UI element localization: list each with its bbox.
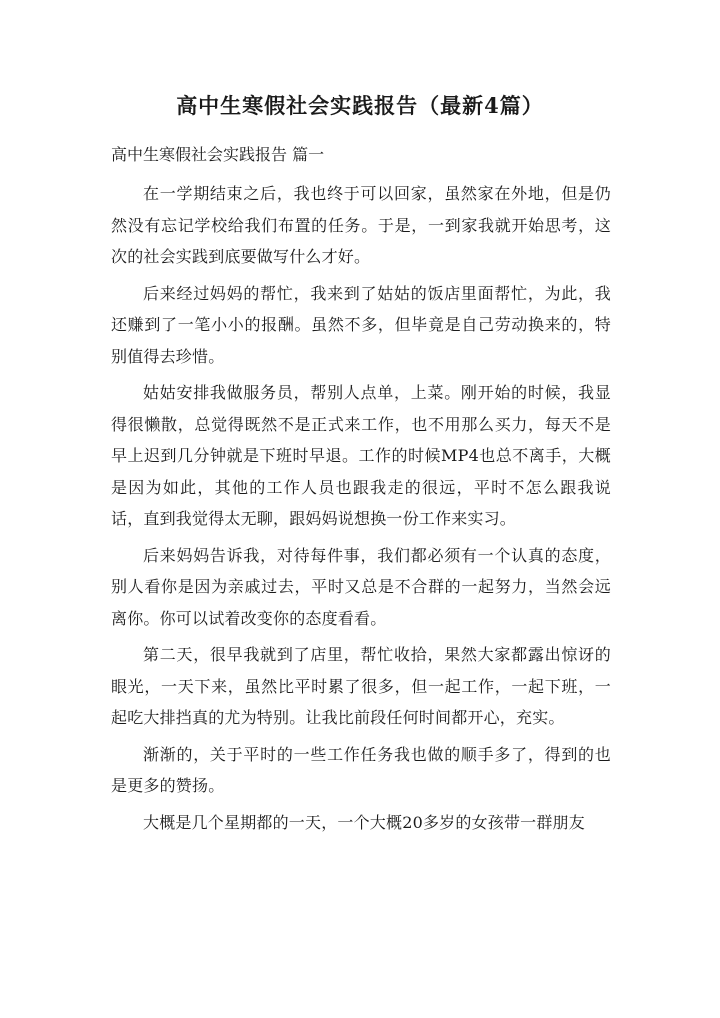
paragraph: 后来经过妈妈的帮忙，我来到了姑姑的饭店里面帮忙，为此，我还赚到了一笔小小的报酬。虽然不多，但毕竟是自己劳动换来的，特别值得去珍惜。 (111, 283, 611, 366)
paragraph: 大概是几个星期都的一天，一个大概20多岁的女孩带一群朋友 (143, 812, 585, 832)
paragraph: 姑姑安排我做服务员，帮别人点单，上菜。刚开始的时候，我显得很懒散，总觉得既然不是正式来工作，也不用那么买力，每天不是早上迟到几分钟就是下班时早退。工作的时候MP4也总不离手，大概是因为如此，其他的工作人员也跟我走的很远，平时不怎么跟我说话，直到我觉得太无聊，跟妈妈说想换一份工作来实习。 (111, 383, 611, 528)
document-body (111, 178, 611, 843)
paragraph: 后来妈妈告诉我，对待每件事，我们都必须有一个认真的态度，别人看你是因为亲戚过去，平时又总是不合群的一起努力，当然会远离你。你可以试着改变你的态度看看。 (111, 545, 611, 628)
paragraph: 在一学期结束之后，我也终于可以回家，虽然家在外地，但是仍然没有忘记学校给我们布置的任务。于是，一到家我就开始思考，这次的社会实践到底要做写什么才好。 (111, 184, 611, 266)
paragraph: 渐渐的，关于平时的一些工作任务我也做的顺手多了，得到的也是更多的赞扬。 (111, 744, 611, 795)
document-title: 高中生寒假社会实践报告（最新4篇） (176, 93, 544, 118)
section-heading: 高中生寒假社会实践报告 篇一 (111, 145, 325, 164)
paragraph: 第二天，很早我就到了店里，帮忙收拾，果然大家都露出惊讶的眼光，一天下来，虽然比平时累了很多，但一起工作，一起下班，一起吃大排挡真的尤为特别。让我比前段任何时间都开心，充实。 (111, 645, 611, 727)
